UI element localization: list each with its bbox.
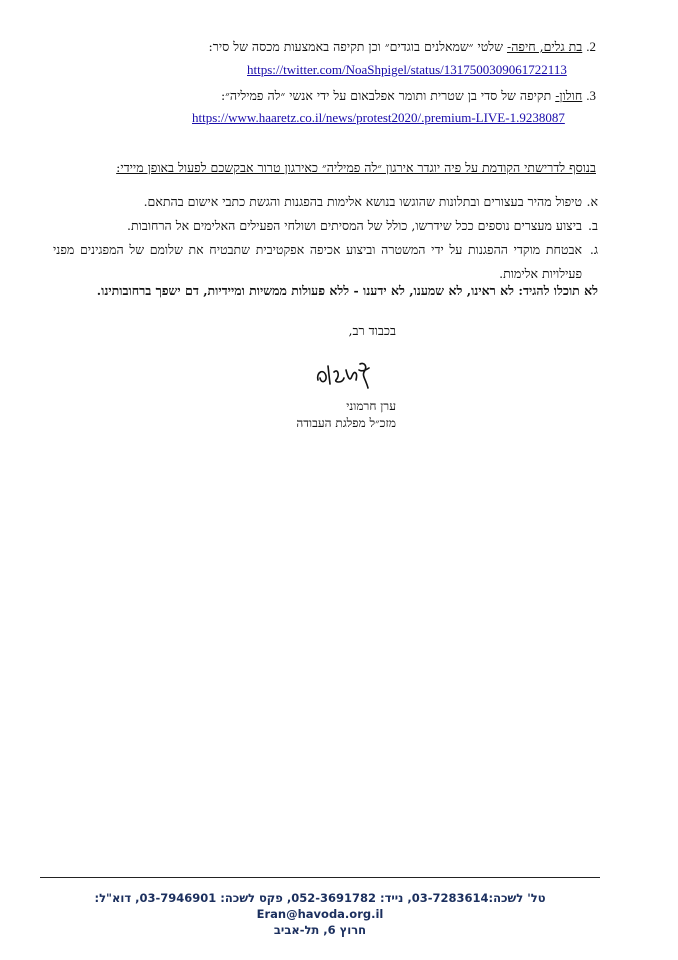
list-letter: ב. bbox=[588, 218, 598, 233]
signer-block bbox=[296, 398, 396, 432]
footer-address: חרוץ 6, תל-אביב bbox=[273, 923, 367, 937]
closing-salutation: בכבוד רב, bbox=[348, 323, 396, 338]
list-item bbox=[53, 238, 598, 286]
list-letter: א. bbox=[586, 194, 598, 209]
signature-image bbox=[312, 358, 372, 392]
item-number: 3. bbox=[586, 88, 596, 103]
incident-description: שלטי ״שמאלנים בוגדים״ וכן תקיפה באמצעות מכסה של סיר: bbox=[208, 39, 507, 54]
incident-link-haaretz[interactable]: https://www.haaretz.co.il/news/protest2020/.premium-LIVE-1.9238087 bbox=[192, 110, 565, 125]
demands-heading: בנוסף לדרישתי הקודמת על פיה יוגדר אירגון ״לה פמיליה״ כאירגון טרור אבקשכם לפעול באופן מיידי: bbox=[116, 160, 596, 175]
list-text: ביצוע מעצרים נוספים ככל שידרשו, כולל של המסיתים ושולחי הפעילים האלימים אל הרחובות. bbox=[127, 218, 582, 233]
incident-location: חולון- bbox=[555, 88, 583, 103]
footer-contact: טל' לשכה:03-7283614, נייד: 052-3691782, פקס לשכה: 03-7946901, דוא"ל: Eran@havoda.org.il bbox=[94, 891, 546, 921]
list-item bbox=[53, 214, 598, 238]
warning-statement: לא תוכלו להגיד: לא ראינו, לא שמענו, לא ידענו - ללא פעולות ממשיות ומיידיות, דם ישפך ברחובותינו. bbox=[96, 283, 598, 298]
list-text: אבטחת מוקדי ההפגנות על ידי המשטרה וביצוע אכיפה אפקטיבית שתבטיח את שלומם של המפגינים מפני פעילויות אלימות. bbox=[53, 242, 582, 281]
item-number: 2. bbox=[586, 39, 596, 54]
incident-location: בת גלים, חיפה- bbox=[506, 39, 583, 54]
list-text: טיפול מהיר בעצורים ובתלונות שהוגשו בנושא אלימות בהפגנות והגשת כתבי אישום בהתאם. bbox=[143, 194, 582, 209]
signer-name: ערן חרמוני bbox=[346, 399, 396, 413]
incident-item-2 bbox=[76, 38, 596, 56]
list-letter: ג. bbox=[589, 242, 598, 257]
footer-divider bbox=[40, 877, 600, 878]
incident-description: תקיפה של סדי בן שטרית ותומר אפלבאום על ידי אנשי ״לה פמיליה״: bbox=[220, 88, 556, 103]
list-item bbox=[53, 190, 598, 214]
incident-link-twitter[interactable]: https://twitter.com/NoaShpigel/status/1317500309061722113 bbox=[247, 62, 567, 77]
incident-item-3 bbox=[76, 87, 596, 105]
letterhead-footer bbox=[40, 890, 600, 938]
signer-title: מזכ״ל מפלגת העבודה bbox=[296, 416, 396, 430]
demands-list bbox=[53, 190, 598, 286]
